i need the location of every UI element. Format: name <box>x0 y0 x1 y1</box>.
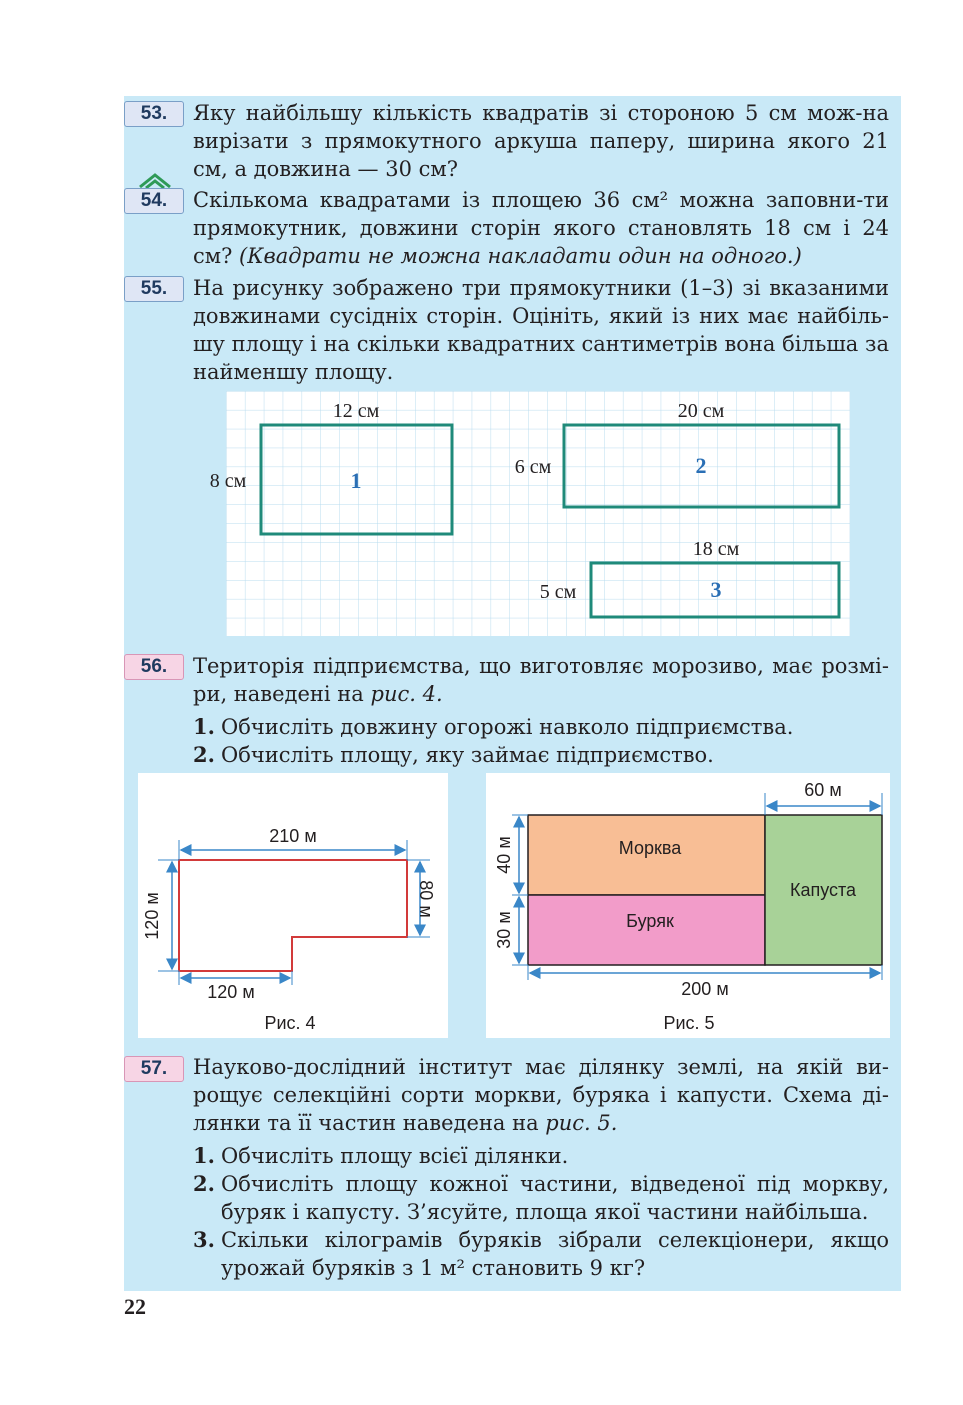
problem-55-number: 55. <box>124 276 184 302</box>
problem-53-number: 53. <box>124 101 184 127</box>
problem-56-ref: рис. 4. <box>370 682 443 706</box>
problem-54-note: (Квадрати не можна накладати один на одного.) <box>239 244 802 268</box>
problem-57-item-3: 3. Скільки кілограмів буряків зібрали селекціонери, якщо урожай буряків з 1 м² становить 9 кг? <box>193 1227 889 1280</box>
problem-57-item-1: 1. Обчисліть площу всієї ділянки. <box>193 1143 569 1168</box>
problem-54-text <box>193 186 889 270</box>
figure-5 <box>486 773 890 1038</box>
problem-54-number: 54. <box>124 188 184 214</box>
carrot-label: Морква <box>618 838 682 858</box>
fig4-top-label: 210 м <box>269 826 317 846</box>
fig4-right-label: 80 м <box>416 880 436 918</box>
problem-56-items <box>193 713 889 769</box>
beet-label: Буряк <box>626 911 674 931</box>
rect2-width-label: 20 см <box>677 400 725 422</box>
problem-57-body: Науково-дослідний інститут має ділянку землі, на якій ви-рощує селекційні сорти моркви, буряка і капусти. Схема ді-лянки та її частин наведена на <box>193 1055 889 1135</box>
problem-55-text: На рисунку зображено три прямокутники (1–3) зі вказаними довжинами сусідніх сторін. Оцініть, який із них має найбіль-шу площу і на скільки квадратних сантиметрів вона більша за найменшу площу. <box>193 276 889 384</box>
rect1-number: 1 <box>350 468 362 493</box>
problem-57-ref: рис. 5. <box>545 1111 618 1135</box>
problem-57-text <box>193 1053 889 1137</box>
problem-56-text <box>193 652 889 708</box>
problem-56-number: 56. <box>124 654 184 680</box>
rectangles-grid-figure <box>196 388 856 644</box>
fig5-bottom-label: 200 м <box>681 979 729 999</box>
problem-54-body: Скількома квадратами із площею 36 см² можна заповни-ти прямокутник, довжини сторін якого становлять 18 см і 24 см? <box>193 188 889 268</box>
page-number: 22 <box>124 1294 146 1319</box>
problem-56-item-1: 1. Обчисліть довжину огорожі навколо підприємства. <box>193 714 794 739</box>
problem-53-text: Яку найбільшу кількість квадратів зі стороною 5 см мож-на вирізати з прямокутного аркуша паперу, ширина якого 21 см, а довжина — 30 см? <box>193 101 889 181</box>
problem-57-item-2: 2. Обчисліть площу кожної частини, відведеної під моркву, буряк і капусту. З’ясуйте, площа якої частини найбільша. <box>193 1171 889 1224</box>
fig5-left-lower-label: 30 м <box>494 911 514 949</box>
rect1-width-label: 12 см <box>332 400 380 422</box>
rect3-number: 3 <box>710 577 722 602</box>
fig5-top-label: 60 м <box>804 780 842 800</box>
fig4-left-label: 120 м <box>142 892 162 940</box>
grid-lines <box>226 391 850 636</box>
fig5-left-upper-label: 40 м <box>494 836 514 874</box>
rect1-height-label: 8 см <box>209 470 247 492</box>
rect2-number: 2 <box>695 453 707 478</box>
problem-56-body: Територія підприємства, що виготовляє морозиво, має розмі-ри, наведені на <box>193 654 889 706</box>
problem-56-item-2: 2. Обчисліть площу, яку займає підприємство. <box>193 742 714 767</box>
rect3-height-label: 5 см <box>539 581 577 603</box>
rect2-height-label: 6 см <box>514 456 552 478</box>
rect3-width-label: 18 см <box>692 538 740 560</box>
fig5-caption: Рис. 5 <box>663 1013 715 1033</box>
problem-57-number: 57. <box>124 1056 184 1082</box>
house-icon <box>137 171 173 189</box>
cabbage-label: Капуста <box>789 880 857 900</box>
fig4-caption: Рис. 4 <box>264 1013 316 1033</box>
fig4-bottom-label: 120 м <box>207 982 255 1002</box>
figure-4 <box>138 773 448 1038</box>
problem-57-items <box>193 1142 889 1282</box>
